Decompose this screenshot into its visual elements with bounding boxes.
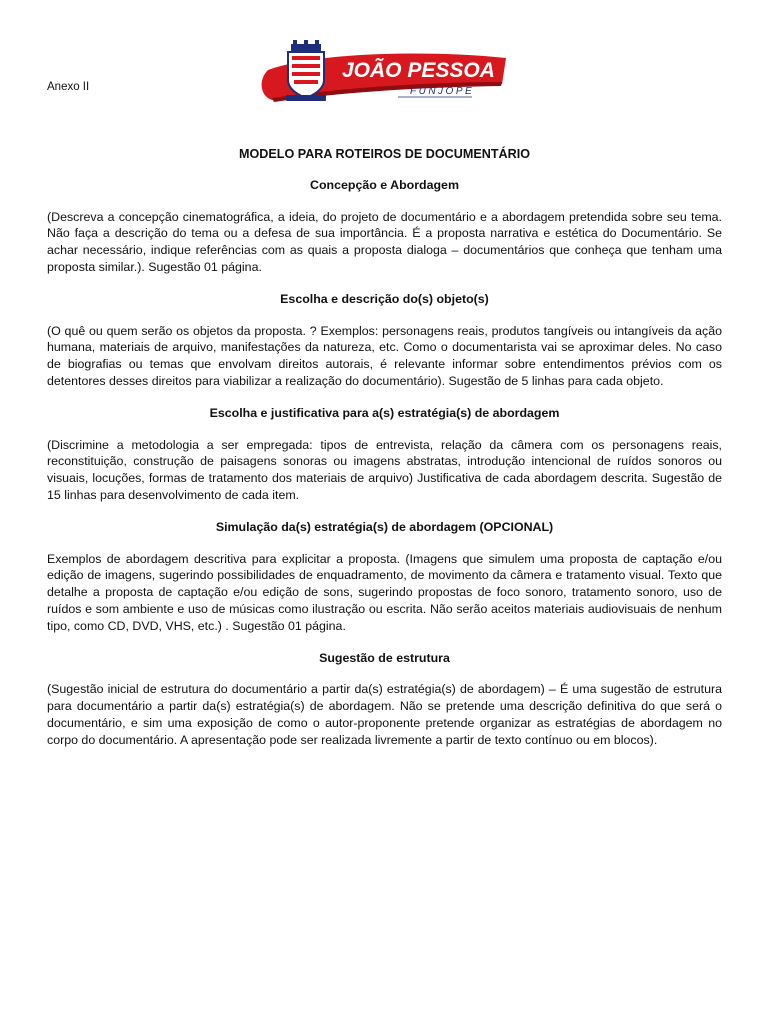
- document-title: MODELO PARA ROTEIROS DE DOCUMENTÁRIO: [238, 147, 531, 161]
- section-text: (Sugestão inicial de estrutura do documentário a partir da(s) estratégia(s) de abordagem) – É uma sugestão de estrutura para documentário a partir da(s) estratégia(s) de abordagem. Não se pretende uma descrição definitiva do que será o documentário, e sim uma exposição de como o autor-proponente pretende organizar as estratégias de abordagem no corpo do documentário. A apresentação pode ser realizada livremente a partir de texto contínuo ou em blocos).: [47, 682, 722, 747]
- section-text: (O quê ou quem serão os objetos da proposta. ? Exemplos: personagens reais, produtos tangíveis ou intangíveis da ação humana, materiais de arquivo, manifestações da natureza, etc. Como o documentarista vai se aproximar deles. No caso de biografias ou temas que envolvam direitos autorais, é relevante informar sobre entendimentos prévios com os detentores desses direitos para viabilizar a realização do documentário). Sugestão de 5 linhas para cada objeto.: [47, 323, 722, 388]
- section-heading: Simulação da(s) estratégia(s) de abordagem (OPCIONAL): [215, 519, 554, 534]
- section-objetos: [47, 291, 722, 390]
- section-estrategias: [47, 405, 722, 504]
- section-heading: Sugestão de estrutura: [319, 650, 450, 665]
- section-heading: Escolha e justificativa para a(s) estratégia(s) de abordagem: [209, 405, 560, 420]
- section-concepcao: [47, 177, 722, 276]
- annex-label: Anexo II: [47, 81, 90, 93]
- svg-text:JOÃO PESSOA: JOÃO PESSOA: [342, 59, 495, 82]
- section-estrutura: [47, 650, 722, 749]
- joao-pessoa-funjope-logo: [258, 40, 510, 106]
- section-heading: Concepção e Abordagem: [310, 177, 459, 192]
- section-text: (Descreva a concepção cinematográfica, a ideia, do projeto de documentário e a abordagem pretendida sobre seu tema. Não faça a descrição do tema ou a defesa de sua importância. É a proposta narrativa e estética do Documentário. Se achar necessário, indique referências com as quais a proposta dialoga – documentários que conheça que tenham uma proposta similar.). Sugestão 01 página.: [47, 209, 722, 274]
- section-text: (Discrimine a metodologia a ser empregada: tipos de entrevista, relação da câmera com os personagens reais, reconstituição, construção de paisagens sonoras ou imagens abstratas, introdução intencional de ruídos sonoros ou visuais, locuções, formas de tratamento dos materiais de arquivo) Justificativa de cada abordagem descrita. Sugestão de 15 linhas para desenvolvimento de cada item.: [47, 437, 722, 502]
- document-body: [47, 146, 722, 764]
- section-simulacao: [47, 519, 722, 635]
- svg-text:FUNJOPE: FUNJOPE: [410, 86, 475, 97]
- section-text: Exemplos de abordagem descritiva para explicitar a proposta. (Imagens que simulem uma proposta de captação e/ou edição de imagens, sugerindo possibilidades de enquadramento, de movimento da câmera e tratamento visual. Texto que detalhe a proposta de captação e/ou edição de sons, sugerindo propostas de foco sonoro, tratamento sonoro, uso de ruídos e som ambiente e uso de músicas como ilustração ou escrita. Não serão aceitos materiais audiovisuais de nenhum tipo, como CD, DVD, VHS, etc.) . Sugestão 01 página.: [47, 551, 722, 633]
- section-heading: Escolha e descrição do(s) objeto(s): [280, 291, 489, 306]
